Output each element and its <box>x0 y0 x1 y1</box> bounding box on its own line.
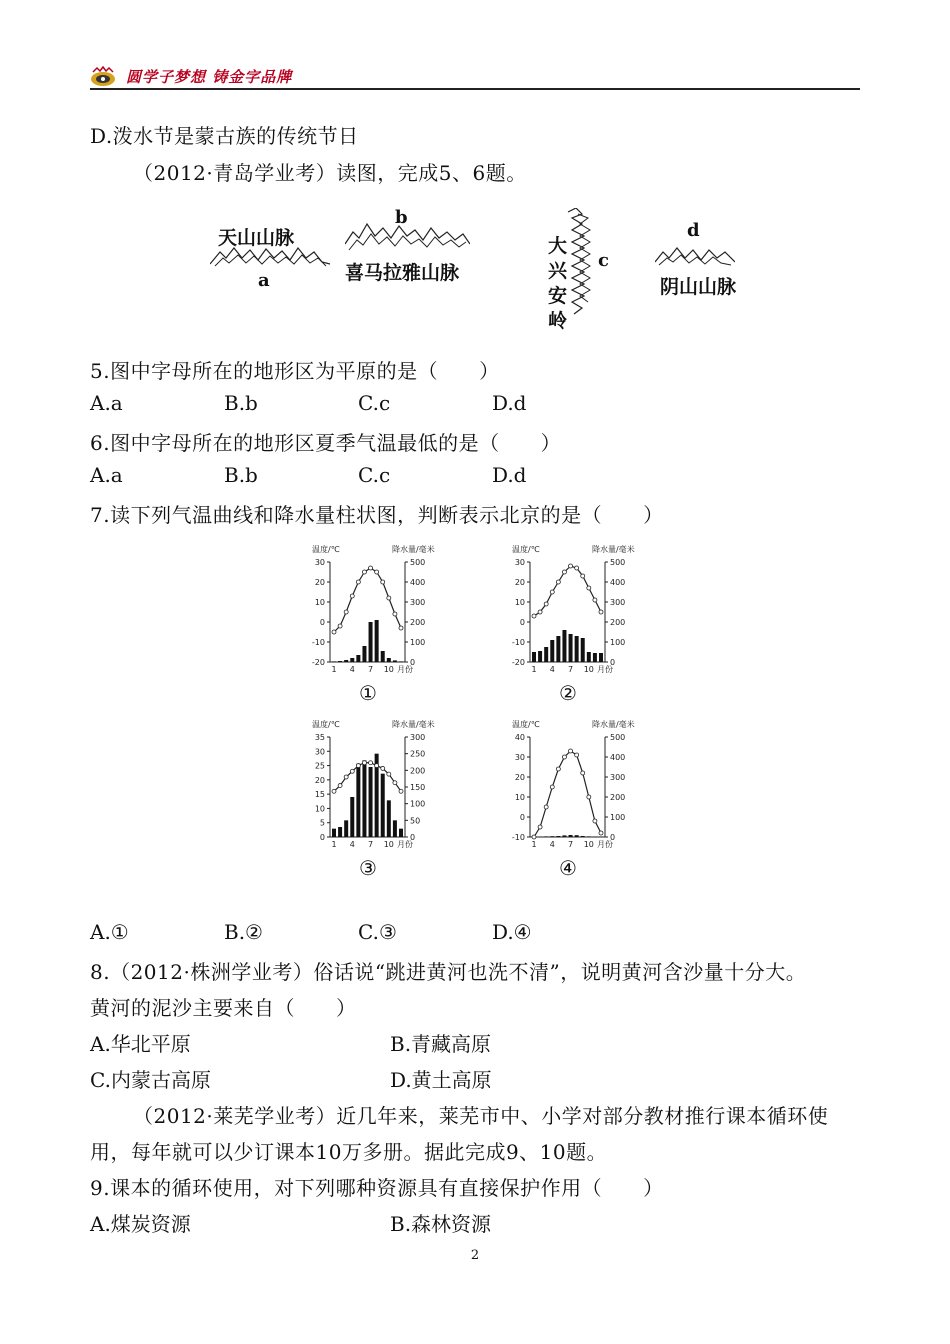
precip-tick-label: 300 <box>610 598 626 607</box>
chart-number: ④ <box>559 856 577 880</box>
precip-bar <box>338 827 342 837</box>
q6-option-a: A.a <box>90 463 123 487</box>
q9-option-a: A.煤炭资源 <box>90 1212 191 1236</box>
precip-bar <box>381 774 385 837</box>
temp-tick-label: 35 <box>314 733 325 742</box>
temp-point <box>544 805 548 809</box>
precip-bar <box>393 820 397 837</box>
temp-tick-label: 30 <box>314 558 325 567</box>
temp-tick-label: -20 <box>311 658 325 667</box>
month-tick-label: 1 <box>531 840 537 849</box>
precip-bar <box>550 836 554 837</box>
precip-bar <box>581 638 585 662</box>
temp-tick-label: 30 <box>514 753 525 762</box>
q5-6-intro: （2012·青岛学业考）读图，完成5、6题。 <box>133 161 527 185</box>
q6-stem: 6.图中字母所在的地形区夏季气温最低的是（ ） <box>90 431 562 455</box>
precip-bar <box>399 829 403 837</box>
q5-option-a: A.a <box>90 391 123 415</box>
precip-bar <box>599 653 603 662</box>
q6-option-b: B.b <box>224 463 258 487</box>
temp-point <box>344 775 348 779</box>
precip-bar <box>338 661 342 662</box>
temp-tick-label: 20 <box>314 775 325 785</box>
temp-point <box>393 612 397 616</box>
q8-option-a: A.华北平原 <box>90 1032 191 1056</box>
q8-stem-line1: 8.（2012·株洲学业考）俗话说“跳进黄河也洗不清”，说明黄河含沙量十分大。 <box>90 960 807 984</box>
precip-tick-label: 300 <box>410 598 426 607</box>
precip-bar <box>344 820 348 837</box>
q8-option-d: D.黄土高原 <box>390 1068 492 1092</box>
chart-number: ① <box>359 681 377 705</box>
temp-line <box>534 566 601 616</box>
q9-10-intro-line1: （2012·莱芜学业考）近几年来，莱芜市中、小学对部分教材推行课本循环使 <box>133 1104 829 1128</box>
yinshan-label: 阴山山脉 <box>660 276 737 298</box>
month-tick-label: 4 <box>549 665 555 674</box>
precip-bar <box>344 660 348 662</box>
precip-tick-label: 300 <box>610 773 626 782</box>
page-header <box>90 62 860 90</box>
precip-axis-title: 降水量/毫米 <box>592 545 635 554</box>
q6-option-d: D.d <box>492 463 527 487</box>
temp-point <box>538 825 542 829</box>
temp-point <box>356 764 360 768</box>
precip-tick-label: 100 <box>410 638 426 647</box>
temp-tick-label: -20 <box>511 658 525 667</box>
temp-tick-label: 30 <box>314 747 325 757</box>
temp-axis-title: 温度/℃ <box>312 545 340 554</box>
precip-bar <box>550 640 554 662</box>
temp-tick-label: 15 <box>314 790 325 800</box>
daxinganling-label: 大兴安岭 <box>548 235 568 332</box>
q8-option-b: B.青藏高原 <box>390 1032 492 1056</box>
temp-point <box>344 610 348 614</box>
precip-bar <box>393 660 397 662</box>
temp-tick-label: 10 <box>514 598 525 607</box>
temp-point <box>593 819 597 823</box>
chart-number: ② <box>559 681 577 705</box>
temp-point <box>338 624 342 628</box>
temp-tick-label: 10 <box>314 804 325 814</box>
q7-stem: 7.读下列气温曲线和降水量柱状图，判断表示北京的是（ ） <box>90 503 664 527</box>
q7-option-d: D.④ <box>492 920 532 944</box>
temp-tick-label: 10 <box>314 598 325 607</box>
precip-tick-label: 400 <box>610 578 626 587</box>
precip-bar <box>362 646 366 662</box>
precip-bar <box>369 622 373 662</box>
letter-a: a <box>258 270 270 291</box>
temp-point <box>569 749 573 753</box>
temp-point <box>550 785 554 789</box>
temp-point <box>381 580 385 584</box>
precip-tick-label: 100 <box>410 799 426 809</box>
temp-point <box>556 580 560 584</box>
q8-stem-line2: 黄河的泥沙主要来自（ ） <box>90 996 357 1020</box>
temp-point <box>562 570 566 574</box>
x-axis-title: 月份 <box>597 665 613 674</box>
tianshan-mountains-icon <box>210 244 330 268</box>
temp-tick-label: 5 <box>319 818 325 828</box>
temp-point <box>350 769 354 773</box>
precip-bar <box>387 800 391 837</box>
month-tick-label: 7 <box>367 665 374 674</box>
precip-tick-label: 200 <box>610 793 626 802</box>
chart-svg-2 <box>500 540 660 710</box>
precip-bar <box>587 652 591 662</box>
temp-axis-title: 温度/℃ <box>312 720 340 729</box>
precip-bar <box>575 636 579 662</box>
temp-point <box>562 755 566 759</box>
precip-tick-label: 400 <box>610 753 626 762</box>
precip-bar <box>556 836 560 837</box>
temp-tick-label: 0 <box>519 618 525 627</box>
month-tick-label: 1 <box>331 840 337 849</box>
letter-d: d <box>687 220 700 241</box>
precip-bar <box>369 767 373 837</box>
temp-point <box>350 594 354 598</box>
precip-bar <box>556 636 560 662</box>
temp-point <box>581 771 585 775</box>
temp-tick-label: 20 <box>514 773 525 782</box>
climate-chart-3 <box>300 715 460 885</box>
precip-bar <box>569 634 573 662</box>
month-tick-label: 10 <box>383 665 394 674</box>
climate-chart-4 <box>500 715 660 885</box>
himalaya-mountains-icon <box>345 222 470 252</box>
temp-tick-label: -10 <box>511 833 525 842</box>
q9-10-intro-line2: 用，每年就可以少订课本10万多册。据此完成9、10题。 <box>90 1140 608 1164</box>
precip-tick-label: 100 <box>610 813 626 822</box>
month-tick-label: 4 <box>349 665 355 674</box>
temp-point <box>581 574 585 578</box>
temp-point <box>587 795 591 799</box>
month-tick-label: 7 <box>567 840 574 849</box>
precip-tick-label: 0 <box>610 833 616 842</box>
temp-point <box>532 835 536 839</box>
precip-axis-title: 降水量/毫米 <box>592 720 635 729</box>
precip-tick-label: 100 <box>610 638 626 647</box>
temp-tick-label: 40 <box>514 733 525 742</box>
temp-point <box>599 610 603 614</box>
letter-c: c <box>598 250 609 271</box>
precip-bar <box>587 836 591 837</box>
precip-bar <box>350 658 354 662</box>
logo-icon <box>90 66 116 88</box>
q6-option-c: C.c <box>358 463 391 487</box>
month-tick-label: 10 <box>383 840 394 849</box>
page-number: 2 <box>470 1248 480 1263</box>
q9-stem: 9.课本的循环使用，对下列哪种资源具有直接保护作用（ ） <box>90 1176 664 1200</box>
temp-tick-label: 30 <box>514 558 525 567</box>
yinshan-mountains-icon <box>655 244 735 266</box>
q4-option-d: D.泼水节是蒙古族的传统节日 <box>90 124 359 148</box>
temp-point <box>338 784 342 788</box>
temp-point <box>375 764 379 768</box>
precip-tick-label: 0 <box>410 658 416 667</box>
precip-tick-label: 200 <box>410 766 426 776</box>
month-tick-label: 7 <box>567 665 574 674</box>
temp-tick-label: 25 <box>314 761 325 771</box>
precip-tick-label: 500 <box>410 558 426 567</box>
month-tick-label: 4 <box>549 840 555 849</box>
temp-point <box>538 610 542 614</box>
chart-svg-1 <box>300 540 460 710</box>
temp-point <box>575 566 579 570</box>
month-tick-label: 4 <box>349 840 355 849</box>
precip-bar <box>381 651 385 662</box>
precip-bar <box>356 655 360 662</box>
temp-point <box>593 598 597 602</box>
precip-axis-title: 降水量/毫米 <box>392 720 435 729</box>
precip-bar <box>569 835 573 837</box>
precip-bar <box>375 620 379 662</box>
q8-option-c: C.内蒙古高原 <box>90 1068 211 1092</box>
x-axis-title: 月份 <box>597 840 613 849</box>
q7-option-c: C.③ <box>358 920 397 944</box>
temp-tick-label: 0 <box>319 833 325 842</box>
temp-point <box>375 570 379 574</box>
letter-b: b <box>395 207 408 228</box>
temp-tick-label: -10 <box>511 638 525 647</box>
q9-option-b: B.森林资源 <box>390 1212 492 1236</box>
precip-tick-label: 200 <box>610 618 626 627</box>
precip-bar <box>593 653 597 662</box>
month-tick-label: 10 <box>583 665 594 674</box>
climate-chart-2 <box>500 540 660 710</box>
temp-point <box>387 596 391 600</box>
temp-point <box>381 766 385 770</box>
header-rule <box>90 88 860 90</box>
temp-tick-label: 10 <box>514 793 525 802</box>
precip-bar <box>544 836 548 837</box>
temp-point <box>332 630 336 634</box>
temp-point <box>362 761 366 765</box>
precip-bar <box>332 661 336 662</box>
precip-bar <box>332 829 336 837</box>
precip-bar <box>362 760 366 837</box>
temp-line <box>534 751 601 837</box>
temp-tick-label: 0 <box>319 618 325 627</box>
tianshan-label: 天山山脉 <box>218 227 295 249</box>
q7-option-a: A.① <box>90 920 129 944</box>
precip-bar <box>399 661 403 662</box>
temp-point <box>556 767 560 771</box>
precip-tick-label: 50 <box>410 816 421 826</box>
x-axis-title: 月份 <box>397 665 413 674</box>
temp-tick-label: 0 <box>519 813 525 822</box>
temp-point <box>532 614 536 618</box>
q7-option-b: B.② <box>224 920 263 944</box>
temp-point <box>399 626 403 630</box>
temp-point <box>362 570 366 574</box>
q5-stem: 5.图中字母所在的地形区为平原的是（ ） <box>90 359 500 383</box>
chart-svg-3 <box>300 715 460 885</box>
precip-bar <box>350 797 354 837</box>
chart-number: ③ <box>359 856 377 880</box>
month-tick-label: 1 <box>531 665 537 674</box>
temp-tick-label: 20 <box>514 578 525 587</box>
precip-bar <box>581 836 585 837</box>
temp-point <box>575 753 579 757</box>
header-slogan: 圆学子梦想 铸金字品牌 <box>126 68 293 86</box>
month-tick-label: 7 <box>367 840 374 849</box>
temp-point <box>569 564 573 568</box>
precip-bar <box>387 658 391 662</box>
q5-option-d: D.d <box>492 391 527 415</box>
precip-tick-label: 400 <box>410 578 426 587</box>
temp-axis-title: 温度/℃ <box>512 545 540 554</box>
precip-tick-label: 250 <box>410 749 426 759</box>
climate-chart-1 <box>300 540 460 710</box>
q5-option-b: B.b <box>224 391 258 415</box>
temp-point <box>599 831 603 835</box>
temp-point <box>550 590 554 594</box>
precip-tick-label: 300 <box>410 733 426 742</box>
precip-tick-label: 150 <box>410 783 426 792</box>
temp-tick-label: -10 <box>311 638 325 647</box>
precip-tick-label: 500 <box>610 558 626 567</box>
x-axis-title: 月份 <box>397 840 413 849</box>
temp-point <box>587 586 591 590</box>
precip-bar <box>538 651 542 662</box>
precip-tick-label: 0 <box>410 833 416 842</box>
temp-point <box>369 761 373 765</box>
temp-point <box>399 789 403 793</box>
precip-tick-label: 200 <box>410 618 426 627</box>
temp-point <box>387 772 391 776</box>
precip-bar <box>356 764 360 837</box>
precip-bar <box>532 652 536 662</box>
temp-point <box>356 580 360 584</box>
precip-tick-label: 500 <box>610 733 626 742</box>
precip-axis-title: 降水量/毫米 <box>392 545 435 554</box>
q5-option-c: C.c <box>358 391 391 415</box>
month-tick-label: 1 <box>331 665 337 674</box>
himalaya-label: 喜马拉雅山脉 <box>345 262 460 284</box>
precip-bar <box>562 835 566 837</box>
temp-axis-title: 温度/℃ <box>512 720 540 729</box>
chart-svg-4 <box>500 715 660 885</box>
temp-point <box>544 602 548 606</box>
temp-point <box>332 789 336 793</box>
temp-point <box>369 566 373 570</box>
precip-bar <box>575 835 579 837</box>
precip-bar <box>562 630 566 662</box>
month-tick-label: 10 <box>583 840 594 849</box>
temp-line <box>334 568 401 632</box>
temp-tick-label: 20 <box>314 578 325 587</box>
precip-bar <box>544 647 548 662</box>
temp-point <box>393 781 397 785</box>
precip-tick-label: 0 <box>610 658 616 667</box>
